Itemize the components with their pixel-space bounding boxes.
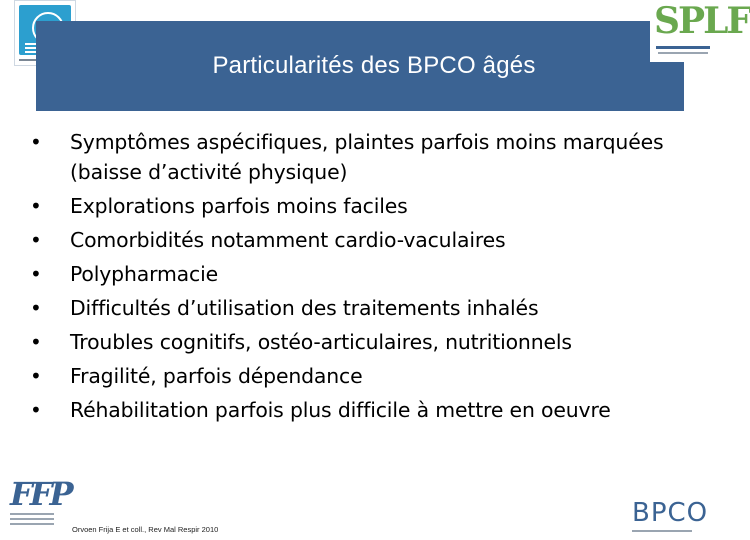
bpco-logo (632, 498, 708, 540)
bullet-item: • Comorbidités notamment cardio-vaculaires (28, 226, 698, 256)
ffp-logo-mark: FFP (10, 475, 71, 513)
bullet-item: • Difficultés d’utilisation des traitements inhalés (28, 294, 698, 324)
splf-logo (650, 0, 750, 62)
bullet-dot: • (30, 329, 42, 354)
bullet-dot: • (30, 295, 42, 320)
bullet-item: • Symptômes aspécifiques, plaintes parfois moins marquées (baisse d’activité physique) (30, 130, 664, 184)
bullet-dot: • (30, 227, 42, 252)
bpco-logo-word: BPCO (632, 498, 709, 528)
title-bar (36, 21, 684, 111)
splf-logo-letters: SPLF (654, 0, 750, 42)
bullet-dot: • (30, 193, 42, 218)
bullet-item: • Polypharmacie (28, 260, 698, 290)
bullet-dot: • (30, 397, 42, 422)
citation: Orvoen Frija E et coll., Rev Mal Respir 2010 (72, 525, 219, 534)
bullet-item: • Fragilité, parfois dépendance (28, 362, 698, 392)
bullet-item: • Troubles cognitifs, ostéo-articulaires, nutritionnels (28, 328, 698, 358)
slide-title: Particularités des BPCO âgés (212, 52, 536, 79)
bullet-dot: • (30, 130, 42, 154)
bullet-item: • Réhabilitation parfois plus difficile à mettre en oeuvre (28, 396, 698, 426)
bullet-list (28, 128, 698, 430)
bullet-dot: • (30, 363, 42, 388)
bullet-item: • Explorations parfois moins faciles (28, 192, 698, 222)
ffp-logo (10, 475, 71, 540)
bullet-dot: • (30, 261, 42, 286)
